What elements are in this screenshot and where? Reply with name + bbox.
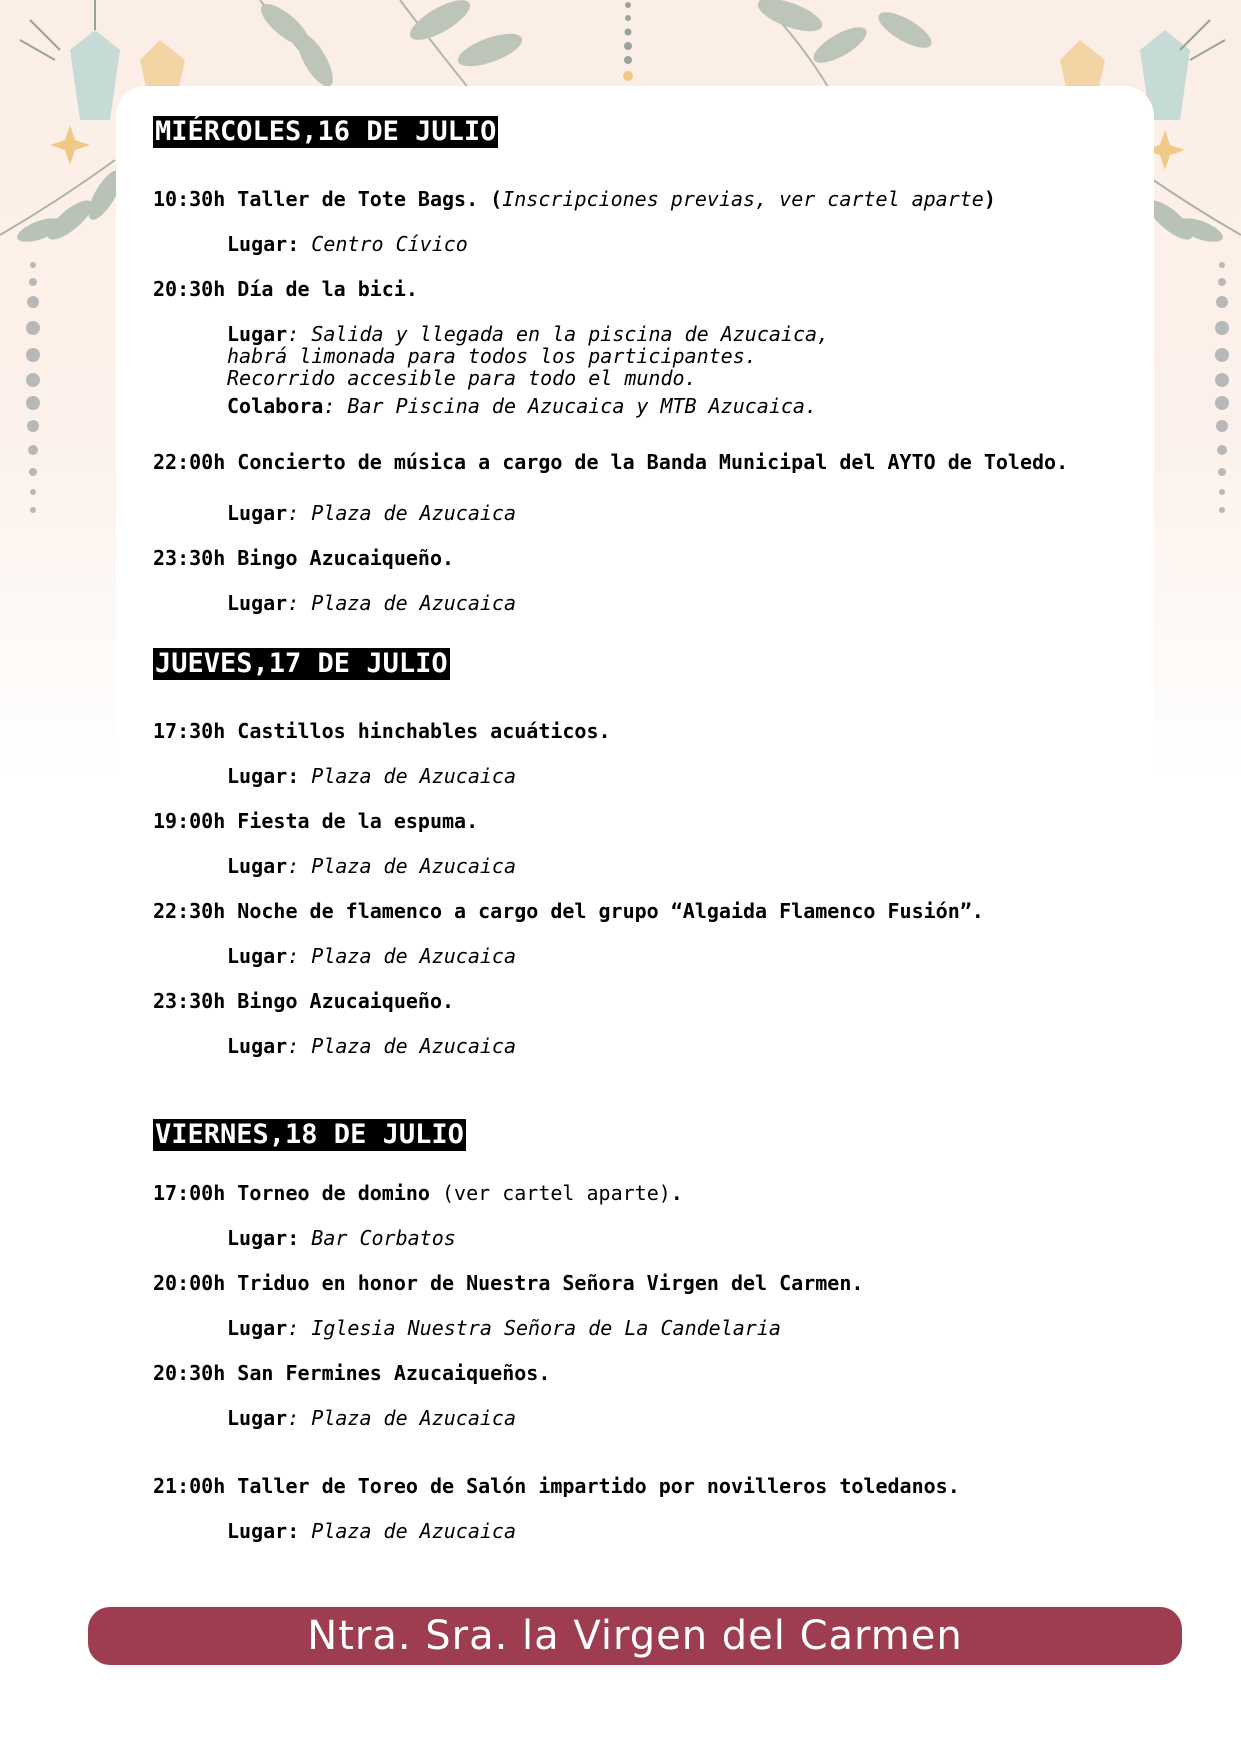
location-value: Plaza de Azucaica bbox=[299, 1519, 516, 1543]
event-location bbox=[227, 765, 516, 787]
event-taller-tote-bags bbox=[153, 188, 996, 210]
event-note: Inscripciones previas, ver cartel aparte bbox=[502, 187, 984, 211]
event-location bbox=[227, 1520, 516, 1542]
event-punct: ) bbox=[983, 187, 996, 211]
footer-title-banner: Ntra. Sra. la Virgen del Carmen bbox=[88, 1607, 1182, 1665]
collab-value: : Bar Piscina de Azucaica y MTB Azucaica. bbox=[323, 394, 818, 418]
location-value: : Plaza de Azucaica bbox=[287, 1034, 516, 1058]
event-location bbox=[227, 855, 516, 877]
location-label: Lugar bbox=[227, 1316, 288, 1340]
location-value: : Salida y llegada en la piscina de Azucaica, bbox=[287, 322, 830, 346]
location-value: : Plaza de Azucaica bbox=[287, 944, 516, 968]
day-header-jueves: JUEVES,17 DE JULIO bbox=[155, 648, 448, 679]
location-value: Plaza de Azucaica bbox=[299, 764, 516, 788]
event-title: 17:00h Torneo de domino bbox=[153, 1181, 430, 1205]
location-label: Lugar bbox=[227, 501, 288, 525]
location-value: : Plaza de Azucaica bbox=[287, 501, 516, 525]
location-value: Centro Cívico bbox=[299, 232, 468, 256]
location-label: Lugar bbox=[227, 1406, 288, 1430]
location-label: Lugar bbox=[227, 944, 288, 968]
event-espuma: 19:00h Fiesta de la espuma. bbox=[153, 809, 479, 833]
event-bingo: 23:30h Bingo Azucaiqueño. bbox=[153, 989, 455, 1013]
event-dia-bici: 20:30h Día de la bici. bbox=[153, 277, 418, 301]
event-note: (ver cartel aparte) bbox=[429, 1181, 671, 1205]
event-castillos: 17:30h Castillos hinchables acuáticos. bbox=[153, 719, 611, 743]
location-value: habrá limonada para todos los participantes. bbox=[227, 344, 757, 368]
location-value: : Plaza de Azucaica bbox=[287, 1406, 516, 1430]
event-punct: . bbox=[670, 1181, 683, 1205]
event-location-line bbox=[227, 345, 757, 367]
location-label: Lugar: bbox=[227, 1226, 300, 1250]
event-flamenco: 22:30h Noche de flamenco a cargo del grupo “Algaida Flamenco Fusión”. bbox=[153, 899, 984, 923]
location-value: Bar Corbatos bbox=[299, 1226, 456, 1250]
location-label: Lugar: bbox=[227, 1519, 300, 1543]
location-label: Lugar: bbox=[227, 764, 300, 788]
event-domino bbox=[153, 1182, 683, 1204]
location-value: : Plaza de Azucaica bbox=[287, 854, 516, 878]
collab-label: Colabora bbox=[227, 394, 324, 418]
event-bingo: 23:30h Bingo Azucaiqueño. bbox=[153, 546, 455, 570]
location-value: : Plaza de Azucaica bbox=[287, 591, 516, 615]
event-location bbox=[227, 1227, 456, 1249]
event-triduo: 20:00h Triduo en honor de Nuestra Señora Virgen del Carmen. bbox=[153, 1271, 864, 1295]
event-san-fermines: 20:30h San Fermines Azucaiqueños. bbox=[153, 1361, 551, 1385]
location-value: Recorrido accesible para todo el mundo. bbox=[227, 366, 697, 390]
event-location bbox=[227, 945, 516, 967]
event-title: 10:30h Taller de Tote Bags. ( bbox=[153, 187, 503, 211]
event-location bbox=[227, 1407, 516, 1429]
event-location bbox=[227, 1035, 516, 1057]
event-location bbox=[227, 1317, 781, 1339]
location-value: : Iglesia Nuestra Señora de La Candelaria bbox=[287, 1316, 781, 1340]
event-location bbox=[227, 233, 468, 255]
location-label: Lugar bbox=[227, 322, 288, 346]
event-toreo: 21:00h Taller de Toreo de Salón impartido por novilleros toledanos. bbox=[153, 1474, 960, 1498]
location-label: Lugar bbox=[227, 854, 288, 878]
location-label: Lugar bbox=[227, 591, 288, 615]
day-header-viernes: VIERNES,18 DE JULIO bbox=[155, 1119, 464, 1150]
event-location bbox=[227, 502, 516, 524]
event-location bbox=[227, 323, 829, 345]
event-location-line bbox=[227, 367, 697, 389]
location-label: Lugar: bbox=[227, 232, 300, 256]
day-header-miercoles: MIÉRCOLES,16 DE JULIO bbox=[155, 116, 497, 147]
event-collaborator bbox=[227, 395, 817, 417]
event-concierto: 22:00h Concierto de música a cargo de la Banda Municipal del AYTO de Toledo. bbox=[153, 450, 1069, 474]
event-location bbox=[227, 592, 516, 614]
location-label: Lugar bbox=[227, 1034, 288, 1058]
